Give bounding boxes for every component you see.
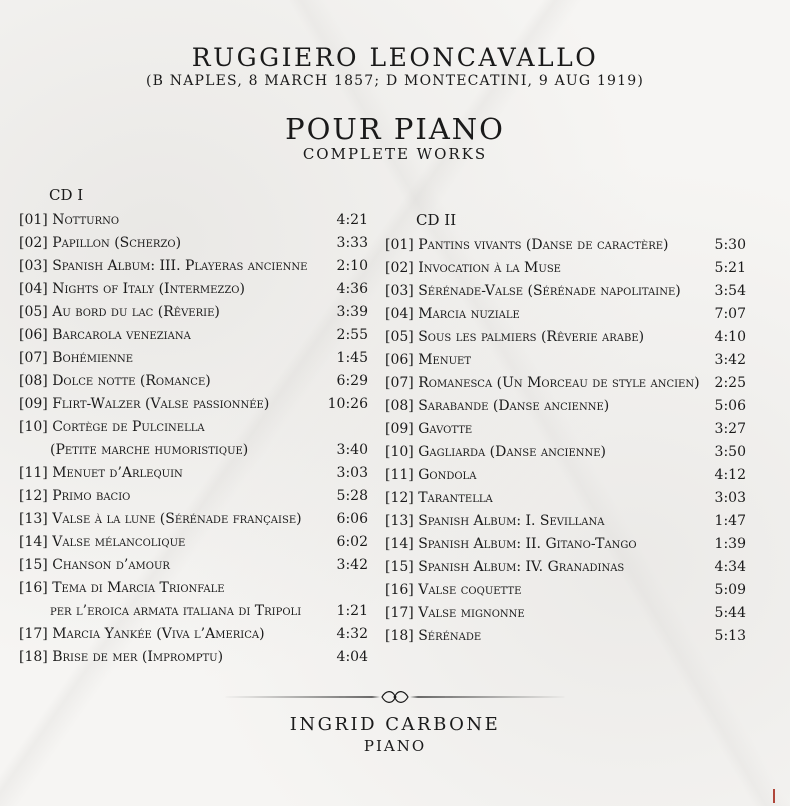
- track-number: [01]: [19, 212, 48, 228]
- track-title: Gagliarda (Danse ancienne): [418, 444, 607, 460]
- track-duration: 3:50: [714, 444, 746, 460]
- track-row: [385, 487, 746, 510]
- track-number: [07]: [385, 375, 414, 391]
- track-duration: 4:34: [714, 559, 746, 575]
- track-title: Tarantella: [418, 490, 493, 506]
- ornament-divider-icon: [222, 688, 568, 706]
- track-row-continuation: [19, 600, 368, 623]
- track-title: Marcia Yankée (Viva l’America): [52, 626, 265, 642]
- track-title: Bohémienne: [52, 350, 133, 366]
- track-row: [385, 326, 746, 349]
- track-title: Sarabande (Danse ancienne): [418, 398, 610, 414]
- track-title: Marcia nuziale: [418, 306, 520, 322]
- track-row: [385, 464, 746, 487]
- track-title: Menuet d’Arlequin: [52, 465, 183, 481]
- track-title: Nights of Italy (Intermezzo): [52, 281, 245, 297]
- track-title: Spanish Album: II. Gitano-Tango: [418, 536, 637, 552]
- track-title: Sérénade: [418, 628, 482, 644]
- performer-name: INGRID CARBONE: [289, 714, 501, 735]
- track-row: [19, 232, 368, 255]
- track-duration: 5:28: [336, 488, 368, 504]
- track-row: [385, 280, 746, 303]
- track-number: [12]: [385, 490, 414, 506]
- track-number: [13]: [19, 511, 48, 527]
- track-title: Gondola: [418, 467, 477, 483]
- album-title: POUR PIANO: [285, 112, 505, 146]
- track-duration: 4:32: [336, 626, 368, 642]
- track-row: [19, 577, 368, 600]
- track-row: [385, 602, 746, 625]
- track-title: Flirt-Walzer (Valse passionnée): [52, 396, 270, 412]
- track-duration: 5:06: [714, 398, 746, 414]
- track-number: [07]: [19, 350, 48, 366]
- track-title: Gavotte: [418, 421, 473, 437]
- track-row: [385, 418, 746, 441]
- track-row: [385, 579, 746, 602]
- track-row: [19, 416, 368, 439]
- track-row: [385, 257, 746, 280]
- track-row: [19, 623, 368, 646]
- track-row: [385, 556, 746, 579]
- track-row: [19, 324, 368, 347]
- track-row-continuation: [19, 439, 368, 462]
- track-duration: 4:04: [336, 649, 368, 665]
- track-row: [19, 485, 368, 508]
- track-duration: 5:30: [714, 237, 746, 253]
- track-number: [09]: [19, 396, 48, 412]
- track-row: [19, 278, 368, 301]
- track-row: [385, 303, 746, 326]
- track-row: [385, 395, 746, 418]
- track-title: Chanson d’amour: [52, 557, 170, 573]
- track-title: Spanish Album: IV. Granadinas: [418, 559, 625, 575]
- track-duration: 1:39: [714, 536, 746, 552]
- track-number: [18]: [19, 649, 48, 665]
- track-duration: 1:47: [714, 513, 746, 529]
- cd1-tracklist: [19, 209, 368, 669]
- track-duration: 3:03: [336, 465, 368, 481]
- track-number: [04]: [19, 281, 48, 297]
- track-number: [11]: [19, 465, 48, 481]
- track-duration: 3:27: [714, 421, 746, 437]
- track-number: [01]: [385, 237, 414, 253]
- track-number: [14]: [385, 536, 414, 552]
- track-duration: 2:25: [714, 375, 746, 391]
- track-title: Spanish Album: I. Sevillana: [418, 513, 605, 529]
- track-row: [19, 301, 368, 324]
- track-duration: 2:10: [336, 258, 368, 274]
- track-title: Tema di Marcia Trionfale: [52, 580, 225, 596]
- cd1-title: CD I: [49, 186, 84, 204]
- track-duration: 3:42: [714, 352, 746, 368]
- track-title: Brise de mer (Impromptu): [52, 649, 224, 665]
- track-row: [385, 625, 746, 648]
- track-title: Invocation à la Muse: [418, 260, 561, 276]
- track-duration: 4:36: [336, 281, 368, 297]
- track-duration: 3:54: [714, 283, 746, 299]
- track-duration: 10:26: [327, 396, 368, 412]
- track-title: Dolce notte (Romance): [52, 373, 211, 389]
- performer-instrument: PIANO: [363, 737, 427, 755]
- album-subtitle: COMPLETE WORKS: [302, 145, 488, 163]
- track-title: Valse coquette: [418, 582, 522, 598]
- track-duration: 5:13: [714, 628, 746, 644]
- track-row: [19, 255, 368, 278]
- cd2-title: CD II: [416, 211, 457, 229]
- track-title: Sous les palmiers (Rêverie arabe): [418, 329, 645, 345]
- composer-name: RUGGIERO LEONCAVALLO: [191, 43, 599, 72]
- track-title: Valse mélancolique: [52, 534, 186, 550]
- composer-dates: (B NAPLES, 8 MARCH 1857; D MONTECATINI, 9 AUG 1919): [145, 73, 645, 89]
- track-title: Romanesca (Un Morceau de style ancien): [418, 375, 700, 391]
- track-duration: 5:09: [714, 582, 746, 598]
- track-duration: 6:06: [336, 511, 368, 527]
- track-number: [05]: [19, 304, 48, 320]
- track-number: [02]: [385, 260, 414, 276]
- track-number: [17]: [19, 626, 48, 642]
- track-title: Menuet: [418, 352, 471, 368]
- track-duration: 1:45: [336, 350, 368, 366]
- track-row: [19, 508, 368, 531]
- track-number: [08]: [19, 373, 48, 389]
- track-duration: 3:03: [714, 490, 746, 506]
- track-number: [16]: [385, 582, 414, 598]
- track-duration: 4:10: [714, 329, 746, 345]
- track-duration: 3:40: [336, 442, 368, 458]
- track-number: [17]: [385, 605, 414, 621]
- track-row: [19, 347, 368, 370]
- track-number: [14]: [19, 534, 48, 550]
- track-row: [19, 554, 368, 577]
- track-number: [18]: [385, 628, 414, 644]
- track-row: [385, 441, 746, 464]
- track-title: Cortège de Pulcinella: [52, 419, 205, 435]
- track-number: [08]: [385, 398, 414, 414]
- track-number: [10]: [385, 444, 414, 460]
- track-title: Valse mignonne: [418, 605, 525, 621]
- track-number: [13]: [385, 513, 414, 529]
- edge-mark: [773, 789, 775, 803]
- track-title: Sérénade-Valse (Sérénade napolitaine): [418, 283, 681, 299]
- track-duration: 7:07: [714, 306, 746, 322]
- track-duration: 6:02: [336, 534, 368, 550]
- track-number: [06]: [19, 327, 48, 343]
- track-row: [19, 462, 368, 485]
- cd2-tracklist: [385, 234, 746, 648]
- track-number: [15]: [385, 559, 414, 575]
- track-duration: 6:29: [336, 373, 368, 389]
- track-title: Au bord du lac (Rêverie): [52, 304, 220, 320]
- track-number: [03]: [385, 283, 414, 299]
- track-row: [385, 234, 746, 257]
- track-row: [19, 209, 368, 232]
- track-duration: 5:44: [714, 605, 746, 621]
- track-number: [15]: [19, 557, 48, 573]
- track-duration: 4:12: [714, 467, 746, 483]
- track-title: Pantins vivants (Danse de caractère): [418, 237, 669, 253]
- track-number: [11]: [385, 467, 414, 483]
- track-row: [19, 370, 368, 393]
- track-title: Primo bacio: [52, 488, 131, 504]
- track-number: [06]: [385, 352, 414, 368]
- track-number: [12]: [19, 488, 48, 504]
- track-duration: 4:21: [336, 212, 368, 228]
- track-row: [19, 393, 368, 416]
- track-duration: 5:21: [714, 260, 746, 276]
- track-title-continuation: per l’eroica armata italiana di Tripoli: [50, 603, 302, 619]
- track-row: [19, 646, 368, 669]
- track-row: [385, 372, 746, 395]
- track-duration: 3:42: [336, 557, 368, 573]
- track-duration: 3:33: [336, 235, 368, 251]
- track-duration: 3:39: [336, 304, 368, 320]
- track-number: [05]: [385, 329, 414, 345]
- track-title-continuation: (Petite marche humoristique): [50, 442, 249, 458]
- track-number: [16]: [19, 580, 48, 596]
- track-row: [385, 510, 746, 533]
- track-number: [02]: [19, 235, 48, 251]
- track-number: [10]: [19, 419, 48, 435]
- track-title: Spanish Album: III. Playeras ancienne: [52, 258, 308, 274]
- track-row: [19, 531, 368, 554]
- track-number: [04]: [385, 306, 414, 322]
- track-number: [09]: [385, 421, 414, 437]
- track-title: Notturno: [52, 212, 120, 228]
- track-number: [03]: [19, 258, 48, 274]
- track-title: Barcarola veneziana: [52, 327, 191, 343]
- track-row: [385, 533, 746, 556]
- track-row: [385, 349, 746, 372]
- track-duration: 1:21: [336, 603, 368, 619]
- track-title: Valse à la lune (Sérénade française): [52, 511, 302, 527]
- track-title: Papillon (Scherzo): [52, 235, 182, 251]
- track-duration: 2:55: [336, 327, 368, 343]
